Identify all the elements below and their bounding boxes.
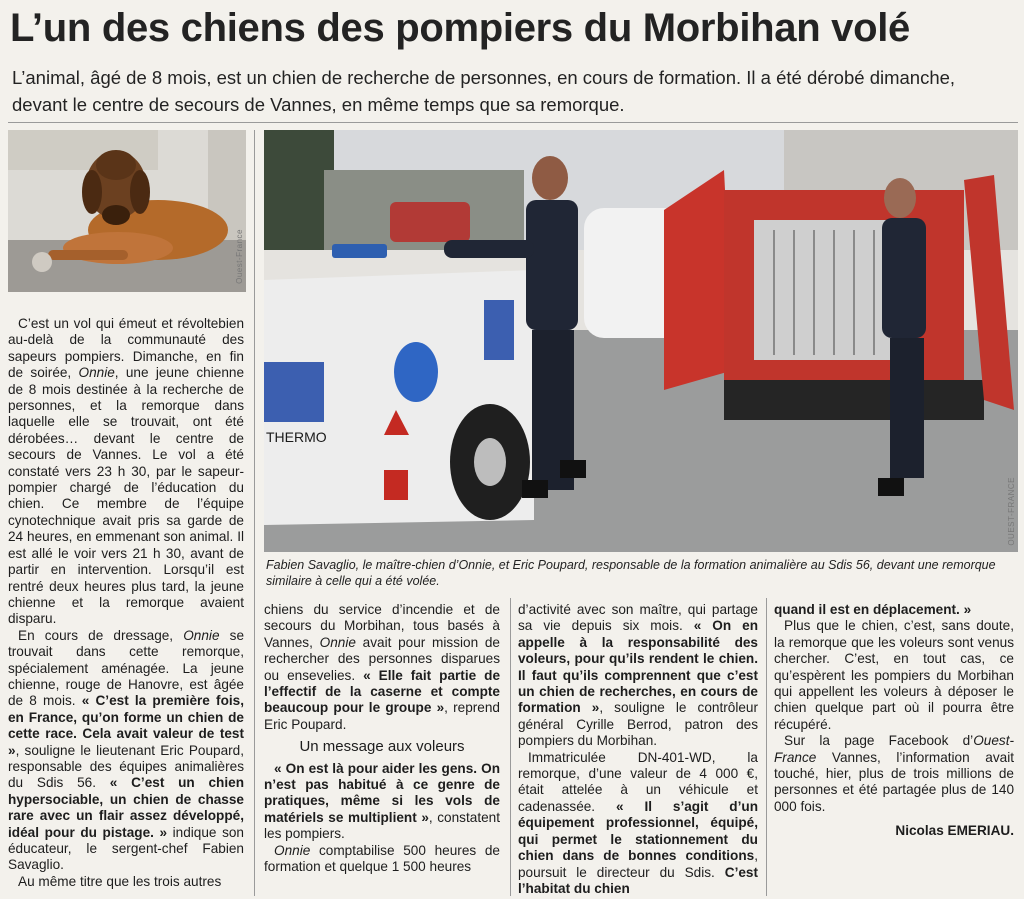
body-paragraph	[774, 602, 1014, 618]
body-paragraph	[774, 733, 1014, 815]
standfirst: L’animal, âgé de 8 mois, est un chien de recherche de personnes, en cours de formation. Il a été dérobé dimanche, devant le centre de secours de Vannes, en même temps que sa remorque.	[12, 67, 956, 115]
main-photo-credit: OUEST-FRANCE	[1007, 477, 1016, 546]
text-run: indique son éducateur, le sergent-chef Fabien Savaglio.	[8, 824, 244, 873]
quote-text: quand il est en déplacement. »	[774, 602, 972, 617]
headline: L’un des chiens des pompiers du Morbihan volé	[10, 6, 910, 50]
quote-text: « Il s’agit d’un équipement professionnel, équipé, qui permet le stationnement du chien dans de bonnes conditions	[518, 798, 758, 864]
text-run: se trouvait dans cette remorque, spécialement aménagée. La jeune chienne, rouge de Hanovre, est âgée de 8 mois.	[8, 627, 245, 709]
column-rule	[8, 122, 1018, 123]
emphasis-text: Onnie	[274, 842, 311, 858]
body-paragraph	[774, 618, 1014, 733]
text-run: Sur la page Facebook d’	[784, 733, 974, 749]
body-paragraph	[8, 316, 244, 628]
photo-caption: Fabien Savaglio, le maître-chien d’Onnie, et Eric Poupard, responsable de la formation animalière au Sdis 56, devant une remorque similaire à celle qui a été volée.	[266, 558, 996, 588]
quote-text: « Elle fait partie de l’effectif de la caserne et compte beaucoup pour le groupe »	[264, 667, 501, 716]
quote-text: « On en appelle à la responsabilité des voleurs, pour qu’ils rendent le chien. Il faut qu’ils comprennent que c’est un chien de recherches, en cours de formation »	[518, 618, 758, 716]
text-run: , constatent les pompiers.	[264, 809, 500, 842]
article-column-2	[264, 602, 500, 876]
column-rule	[766, 598, 767, 896]
text-run: Au même titre que les trois autres	[18, 873, 222, 889]
article-column-1	[8, 316, 244, 890]
text-run: Plus que le chien, c’est, sans doute, la remorque que les voleurs sont venus chercher. C’est, en tout cas, ce qu’espèrent les pompiers du Morbihan qui appellent les voleurs à déposer le chien quelque part où il pourra être récupéré.	[774, 618, 1014, 732]
emphasis-text: Onnie	[183, 627, 220, 643]
text-run: , reprend Eric Poupard.	[264, 700, 500, 732]
article-column-4	[774, 602, 1014, 840]
body-paragraph	[8, 874, 244, 890]
text-run: Vannes, l’information avait touché, hier, plus de trois millions de personnes et été partagée plus de 140 000 fois.	[774, 749, 1014, 814]
text-run: avait pour mission de rechercher des personnes disparues ou ensevelies.	[264, 634, 500, 683]
author-signature: Nicolas EMERIAU.	[895, 823, 1014, 839]
dog-illustration	[8, 130, 246, 292]
column-rule	[254, 130, 255, 896]
quote-text: « On est là pour aider les gens. On n’est pas habitué à ce genre de pratiques, même si les vols de matériels se multiplient »	[264, 760, 500, 825]
text-run: , souligne le contrôleur général Cyrille Berrod, patron des pompiers du Morbihan.	[518, 700, 759, 749]
text-run: d’activité avec son maître, qui partage sa vie depuis six mois.	[518, 602, 758, 634]
text-run: , poursuit le directeur du Sdis.	[518, 848, 758, 880]
article-column-3	[518, 602, 758, 897]
emphasis-text: Onnie	[319, 634, 356, 650]
quote-text: « C’est la première fois, en France, qu’on forme un chien de cette race. Cela avait valeur de test »	[8, 693, 244, 758]
subheading: Un message aux voleurs	[299, 738, 465, 756]
text-run: C’est un vol qui émeut et révoltebien au-delà de la communauté des sapeurs pompiers. Dimanche, en fin de soirée,	[8, 316, 244, 381]
text-run: En cours de dressage,	[18, 627, 184, 643]
dog-photo	[8, 130, 246, 292]
text-run: , une jeune chienne de 8 mois destinée à la recherche de personnes, et la remorque dans laquelle elle se trouvait, ont été dérobées… devant le centre de secours de Vannes. Le vol a été constaté vers 23 h 30, par le sapeur-pompier chargé de l’éducation du chien. Ce membre de l’équipe cynotechnique avait pris sa garde de 24 heures, en emmenant son animal. Il est allé le voir vers 21 h 30, avant de partir en intervention. Lorsqu’il est rentré deux heures plus tard, la jeune chienne et la remorque avaient disparu.	[8, 365, 245, 627]
main-photo	[264, 130, 1018, 552]
trailer-label: THERMO	[266, 429, 327, 445]
text-run: Immatriculée DN-401-WD, la remorque, d’une valeur de 4 000 €, était attelée à un véhicule et cadenassée.	[518, 749, 758, 814]
body-paragraph	[264, 602, 500, 733]
body-paragraph	[264, 761, 500, 843]
text-run: chiens du service d’incendie et de secours du Morbihan, tous basés à Vannes,	[264, 602, 500, 650]
text-run: comptabilise 500 heures de formation et quelque 1 500 heures	[264, 842, 500, 875]
photo-credit: Ouest-France	[235, 229, 244, 284]
emphasis-text: Onnie	[78, 365, 115, 381]
body-paragraph	[518, 750, 758, 898]
text-run: , souligne le lieutenant Eric Poupard, responsable des équipes animalières du Sdis 56.	[8, 742, 244, 791]
body-paragraph	[264, 843, 500, 876]
body-paragraph	[8, 628, 244, 874]
quote-text: « C’est un chien hypersociable, un chien de chasse rare avec un flair assez développé, idéal pour du pistage. »	[8, 775, 245, 840]
emphasis-text: Ouest-France	[774, 733, 1014, 765]
quote-text: C’est l’habitat du chien	[518, 864, 758, 896]
firefighters-trailer-illustration	[264, 130, 1018, 552]
column-rule	[510, 598, 511, 896]
body-paragraph	[518, 602, 758, 750]
